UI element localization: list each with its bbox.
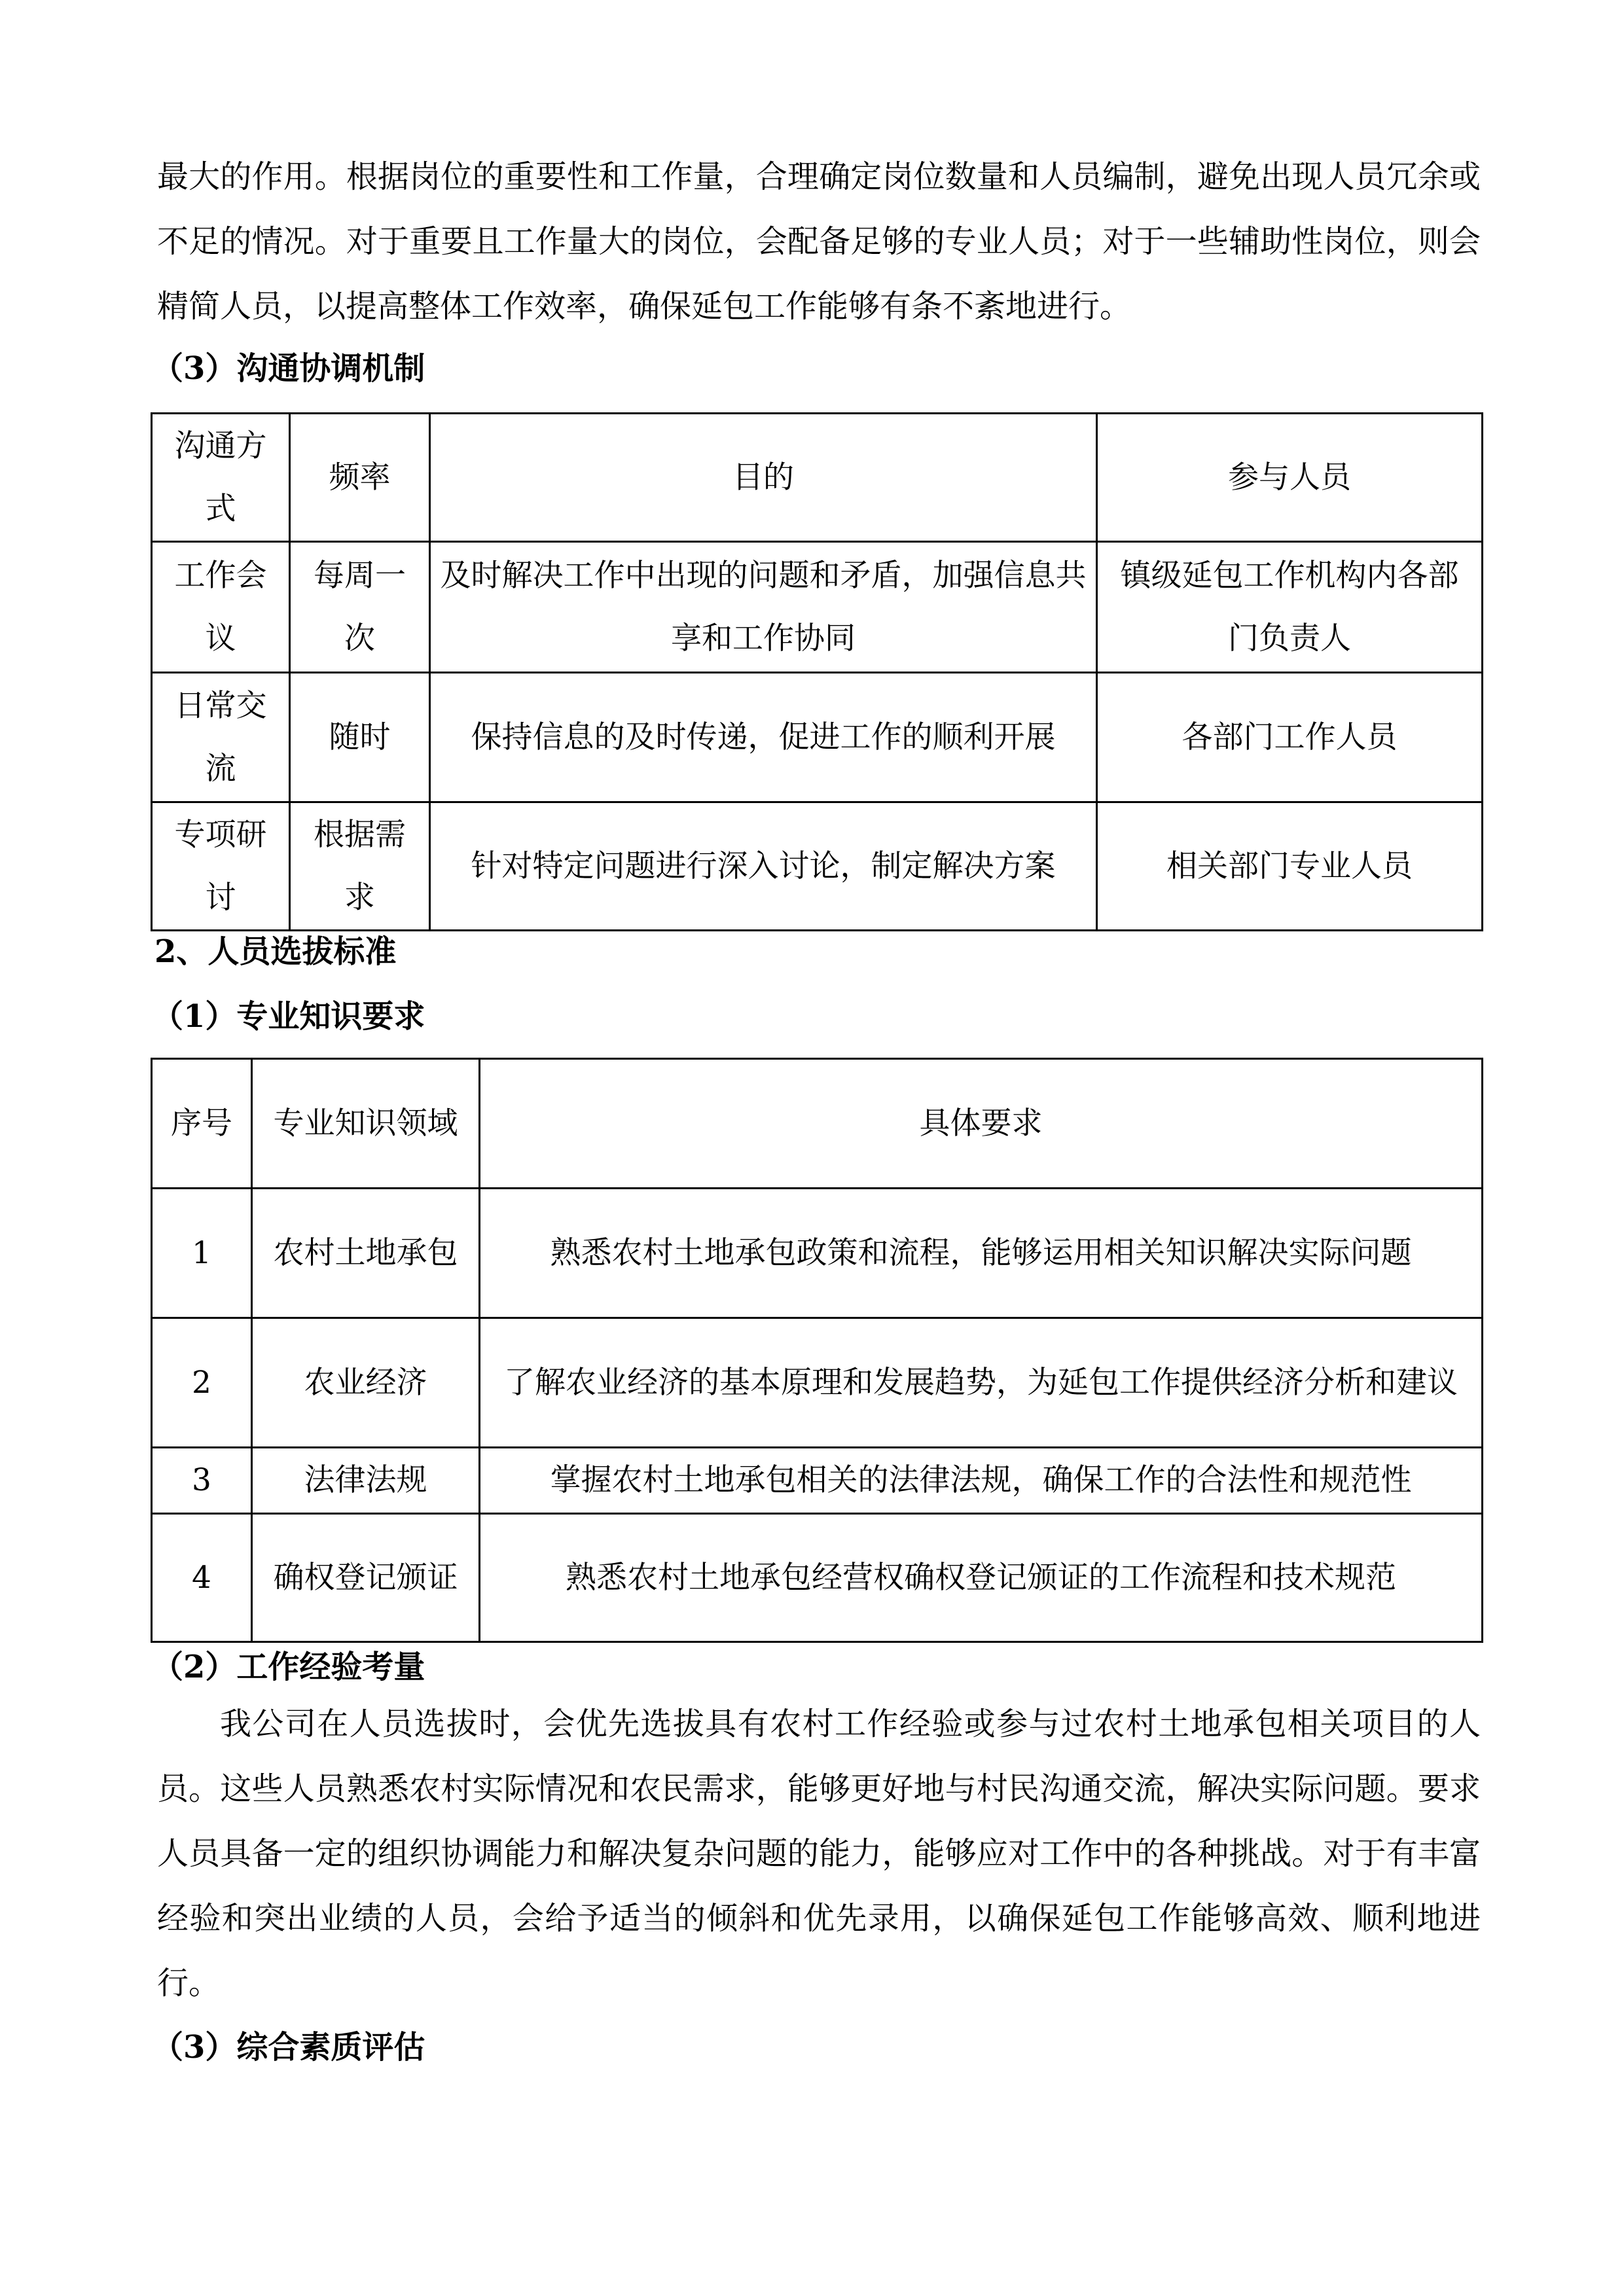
- cell-requirement: 了解农业经济的基本原理和发展趋势，为延包工作提供经济分析和建议: [480, 1318, 1483, 1448]
- table-row: [152, 1318, 1483, 1448]
- cell-field: 农业经济: [252, 1318, 480, 1448]
- header-cell: 序号: [152, 1059, 252, 1189]
- cell-frequency: 每周一次: [290, 542, 430, 673]
- intro-paragraph: 最大的作用。根据岗位的重要性和工作量，合理确定岗位数量和人员编制，避免出现人员冗余或不足的情况。对于重要且工作量大的岗位，会配备足够的专业人员；对于一些辅助性岗位，则会精简人员，以提高整体工作效率，确保延包工作能够有条不紊地进行。: [157, 158, 1481, 325]
- header-cell: 目的: [430, 414, 1097, 542]
- cell-frequency: 随时: [290, 673, 430, 802]
- table-row: [152, 1514, 1483, 1642]
- header-cell: 具体要求: [480, 1059, 1483, 1189]
- table-header-row: [152, 1059, 1483, 1189]
- cell-requirement: 熟悉农村土地承包经营权确权登记颁证的工作流程和技术规范: [480, 1514, 1483, 1642]
- knowledge-table: [151, 1058, 1483, 1643]
- heading-experience: （2）工作经验考量: [152, 1649, 425, 1685]
- cell-purpose: 及时解决工作中出现的问题和矛盾，加强信息共享和工作协同: [430, 542, 1097, 673]
- table-header-row: [152, 414, 1483, 542]
- table-row: [152, 542, 1483, 673]
- cell-method: 专项研讨: [152, 802, 290, 931]
- header-cell: 沟通方式: [152, 414, 290, 542]
- heading-knowledge: （1）专业知识要求: [152, 998, 425, 1035]
- heading-section-2: 2、人员选拔标准: [154, 933, 397, 970]
- communication-table: [151, 412, 1483, 931]
- cell-purpose: 针对特定问题进行深入讨论，制定解决方案: [430, 802, 1097, 931]
- cell-field: 农村土地承包: [252, 1189, 480, 1318]
- cell-requirement: 熟悉农村土地承包政策和流程，能够运用相关知识解决实际问题: [480, 1189, 1483, 1318]
- table-row: [152, 1189, 1483, 1318]
- header-cell: 专业知识领域: [252, 1059, 480, 1189]
- cell-index: 1: [152, 1189, 252, 1318]
- table-row: [152, 1448, 1483, 1514]
- cell-frequency: 根据需求: [290, 802, 430, 931]
- cell-index: 2: [152, 1318, 252, 1448]
- heading-quality: （3）综合素质评估: [152, 2029, 425, 2066]
- cell-method: 日常交流: [152, 673, 290, 802]
- cell-requirement: 掌握农村土地承包相关的法律法规，确保工作的合法性和规范性: [480, 1448, 1483, 1514]
- cell-participants: 各部门工作人员: [1097, 673, 1483, 802]
- cell-participants: 相关部门专业人员: [1097, 802, 1483, 931]
- table-row: [152, 673, 1483, 802]
- cell-participants: 镇级延包工作机构内各部门负责人: [1097, 542, 1483, 673]
- header-cell: 频率: [290, 414, 430, 542]
- cell-method: 工作会议: [152, 542, 290, 673]
- cell-index: 4: [152, 1514, 252, 1642]
- heading-communication: （3）沟通协调机制: [152, 350, 425, 387]
- cell-field: 法律法规: [252, 1448, 480, 1514]
- experience-paragraph: 我公司在人员选拔时，会优先选拔具有农村工作经验或参与过农村土地承包相关项目的人员。这些人员熟悉农村实际情况和农民需求，能够更好地与村民沟通交流，解决实际问题。要求人员具备一定的组织协调能力和解决复杂问题的能力，能够应对工作中的各种挑战。对于有丰富经验和突出业绩的人员，会给予适当的倾斜和优先录用，以确保延包工作能够高效、顺利地进行。: [157, 1706, 1481, 2001]
- table-row: [152, 802, 1483, 931]
- cell-field: 确权登记颁证: [252, 1514, 480, 1642]
- cell-index: 3: [152, 1448, 252, 1514]
- header-cell: 参与人员: [1097, 414, 1483, 542]
- cell-purpose: 保持信息的及时传递，促进工作的顺利开展: [430, 673, 1097, 802]
